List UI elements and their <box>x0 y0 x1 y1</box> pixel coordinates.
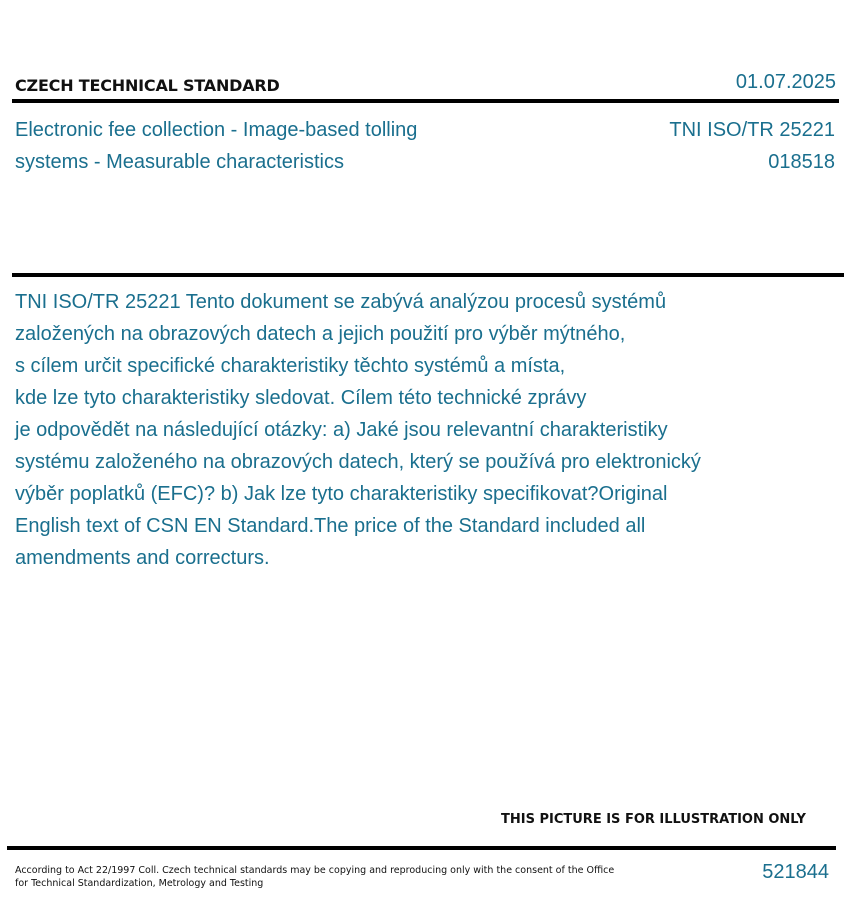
title-divider <box>12 273 844 277</box>
legal-notice-line-1: According to Act 22/1997 Coll. Czech technical standards may be copying and reproducing only with the consent of the Office <box>15 865 615 876</box>
description-line: kde lze tyto charakteristiky sledovat. Cílem této technické zprávy <box>15 387 587 409</box>
description-line: English text of CSN EN Standard.The price of the Standard included all <box>15 515 646 537</box>
header-divider <box>12 99 839 103</box>
description-line: s cílem určit specifické charakteristiky těchto systémů a místa, <box>15 355 566 377</box>
catalog-number: 018518 <box>768 151 835 173</box>
document-type-label: CZECH TECHNICAL STANDARD <box>15 76 280 95</box>
description-line: amendments and correcturs. <box>15 547 270 569</box>
standard-code: TNI ISO/TR 25221 <box>669 119 835 141</box>
standard-title-line-1: Electronic fee collection - Image-based tolling <box>15 119 418 141</box>
standard-identifier <box>669 114 835 178</box>
description-line: výběr poplatků (EFC)? b) Jak lze tyto charakteristiky specifikovat?Original <box>15 483 668 505</box>
standard-title <box>15 114 495 178</box>
description-line: založených na obrazových datech a jejich použití pro výběr mýtného, <box>15 323 626 345</box>
standard-title-line-2: systems - Measurable characteristics <box>15 151 344 173</box>
description-line: TNI ISO/TR 25221 Tento dokument se zabývá analýzou procesů systémů <box>15 291 667 313</box>
legal-notice <box>15 864 615 890</box>
footer-divider <box>7 846 836 850</box>
illustration-disclaimer: THIS PICTURE IS FOR ILLUSTRATION ONLY <box>501 812 806 827</box>
legal-notice-line-2: for Technical Standardization, Metrology and Testing <box>15 878 264 889</box>
publication-date: 01.07.2025 <box>735 71 836 93</box>
footer-reference-number: 521844 <box>762 861 829 883</box>
description-line: je odpovědět na následující otázky: a) Jaké jsou relevantní charakteristiky <box>15 419 668 441</box>
standard-description <box>15 286 775 574</box>
description-line: systému založeného na obrazových datech, který se používá pro elektronický <box>15 451 701 473</box>
